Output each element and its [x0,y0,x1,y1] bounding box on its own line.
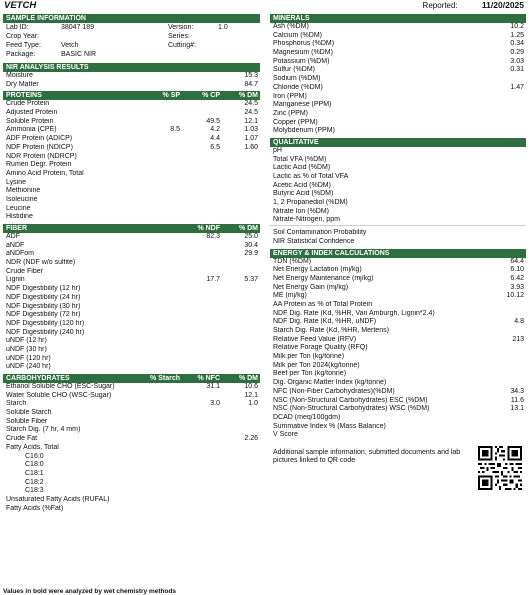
row-label: DCAD (meq/100gdm) [273,413,341,421]
row-value-dm: 6.42 [510,274,524,282]
table-row [3,213,260,222]
row-label: Potassium (%DM) [273,57,330,65]
row-label: Amino Acid Protein, Total [6,169,84,177]
row-label: Relative Feed Value (RFV) [273,335,357,343]
row-label: Milk per Ton 2024(kg/tonne) [273,361,360,369]
row-value-dm: 1.0 [248,400,258,408]
row-value-cp: 4.2 [210,126,220,134]
row-label: Dry Matter [6,80,39,88]
row-label: ADF [6,233,20,240]
row-value-dm: 12.1 [244,391,258,399]
row-label: uNDF (240 hr) [6,363,51,371]
row-label: NIR Statistical Confidence [273,237,355,245]
table-row [3,479,260,488]
table-row [270,258,526,267]
footnote: Values in bold were analyzed by wet chemistry methods [3,588,177,595]
row-label: C16:0 [25,452,44,460]
row-label: C18:2 [25,478,44,486]
proteins-dm-header: % DM [238,92,258,100]
table-row [3,355,260,364]
table-row [3,144,260,153]
row-value-nfc: 31.1 [206,383,220,390]
table-row [3,383,260,392]
row-label: 1, 2 Propanediol (%DM) [273,199,348,207]
row-value-dm: 0.34 [510,40,524,48]
row-label: aNDFom [6,250,35,258]
row-label: Soil Contamination Probability [273,229,367,237]
row-value-dm: 1.60 [244,143,258,151]
row-label: Butyric Acid (%DM) [273,190,334,198]
energy-header: ENERGY & INDEX CALCULATIONS [270,249,526,258]
row-value-dm: 0.29 [510,49,524,57]
table-row [3,496,260,505]
row-label: Soluble Protein [6,117,54,125]
row-label: Manganese (PPM) [273,101,332,109]
fiber-section [3,224,260,372]
row-label: NDF Digestibility (120 hr) [6,319,85,327]
lab-id-label: Lab ID: [6,24,29,31]
row-label: Summative Index % (Mass Balance) [273,422,386,430]
row-label: Dig. Organic Matter Index (kg/tonne) [273,379,387,387]
row-label: Copper (PPM) [273,118,318,126]
table-row [3,276,260,285]
table-row [270,414,526,423]
row-value-dm: 2.26 [244,435,258,443]
row-label: NSC (Non-Structural Carbohydrates) WSC (%DM) [273,405,430,413]
row-label: Phosphorus (%DM) [273,40,335,48]
row-label: Nitrate-Nitrogen, ppm [273,216,340,224]
table-row [3,233,260,242]
row-label: Crude Protein [6,100,50,108]
row-label: pH [273,146,282,154]
row-label: C18:3 [25,487,44,495]
energy-section [270,249,526,440]
table-row [3,179,260,188]
row-label: Fatty Acids (%Fat) [6,504,64,512]
row-label: Relative Forage Quality (RFQ) [273,344,368,352]
table-row [270,370,526,379]
row-label: Sulfur (%DM) [273,66,316,74]
row-label: NDF Protein (NDICP) [6,143,73,151]
table-row [270,238,526,247]
row-value-dm: 1.25 [510,31,524,39]
row-label: NDF Digestibility (24 hr) [6,293,81,301]
row-label: Water Soluble CHO (WSC-Sugar) [6,391,112,399]
row-label: Acetic Acid (%DM) [273,181,331,189]
table-row [3,153,260,162]
row-label: Lysine [6,178,26,186]
table-row [270,344,526,353]
row-label: Calcium (%DM) [273,31,322,39]
table-row [270,23,526,32]
table-row [3,187,260,196]
sample-info-grid [3,23,260,61]
row-label: Net Energy Gain (mj/kg) [273,283,349,291]
reported-label: Reported: [422,1,458,10]
table-row [270,127,526,136]
table-row [270,405,526,414]
row-label: Starch Dig. Rate (Kd, %HR, Mertens) [273,327,389,334]
row-label: Adjusted Protein [6,109,58,117]
row-value-dm: 34.3 [510,387,524,395]
table-row [3,311,260,320]
table-row [3,259,260,268]
table-row [270,397,526,406]
table-row [270,93,526,102]
row-label: Soluble Starch [6,409,52,417]
table-row [3,418,260,427]
table-row [270,119,526,128]
additional-info [270,446,526,494]
row-label: Lactic as % of Total VFA [273,173,349,180]
table-row [270,164,526,173]
table-row [270,336,526,345]
row-value-dm: 0.31 [510,66,524,74]
row-value-dm: 64.4 [510,257,524,265]
table-row [3,392,260,401]
row-label: Magnesium (%DM) [273,49,333,57]
table-row [270,216,526,225]
qr-code-icon[interactable] [478,446,522,490]
table-row [270,75,526,84]
table-row [3,453,260,462]
table-row [270,110,526,119]
row-value-dm: 25.0 [244,233,258,240]
table-row [3,72,260,81]
feed-type-label: Feed Type: [6,42,41,49]
table-row [270,58,526,67]
row-label: Rumen Degr. Protein [6,161,72,169]
row-value-dm: 1.47 [510,83,524,91]
row-label: Lignin [6,276,25,284]
row-label: C18:0 [25,461,44,469]
minerals-section [270,14,526,136]
row-label: Iron (PPM) [273,92,307,100]
table-row [270,379,526,388]
row-value-ndf: 82.3 [206,233,220,240]
row-label: Ash (%DM) [273,23,309,30]
row-label: Moisture [6,72,33,79]
table-row [3,487,260,496]
table-row [3,329,260,338]
row-value-dm: 84.7 [244,80,258,88]
cutting-label: Cutting#: [168,42,197,49]
table-row [3,363,260,372]
row-label: Chloride (%DM) [273,83,323,91]
row-label: Lactic Acid (%DM) [273,164,331,172]
table-row [3,126,260,135]
row-label: Nitrate Ion (%DM) [273,207,330,215]
report-title: VETCH [4,0,37,11]
row-label: Crude Fiber [6,267,43,275]
proteins-sp-header: % SP [162,92,180,100]
proteins-section [3,91,260,222]
table-row [270,182,526,191]
table-row [3,268,260,277]
table-row [3,109,260,118]
row-value-dm: 13.1 [510,405,524,413]
row-label: Starch [6,400,27,408]
feed-type-value: Vetch [61,42,79,49]
row-value-cp: 6.5 [210,143,220,151]
table-row [270,275,526,284]
table-row [270,173,526,182]
table-row [270,208,526,217]
table-row [3,320,260,329]
table-row [270,156,526,165]
row-label: Crude Fat [6,435,38,443]
table-row [3,294,260,303]
row-label: Total VFA (%DM) [273,155,327,163]
table-row [270,310,526,319]
sample-info-section [3,14,260,61]
row-value-dm: 24.5 [244,100,258,108]
table-row [270,84,526,93]
table-row [3,470,260,479]
row-label: Histidine [6,213,33,221]
row-value-dm: 5.37 [244,276,258,284]
package-label: Package: [6,51,36,58]
fiber-ndf-header: % NDF [197,225,220,232]
table-row [3,81,260,90]
table-row [3,135,260,144]
table-row [3,118,260,127]
row-value-dm: 11.6 [510,396,524,404]
carbs-starch-header: % Starch [150,375,180,382]
row-value-dm: 15.3 [244,72,258,79]
row-label: Isoleucine [6,195,38,203]
table-row [270,32,526,41]
table-row [270,318,526,327]
nir-section [3,63,260,89]
row-label: AA Protein as % of Total Protein [273,300,373,308]
fiber-header: FIBER % NDF % DM [3,224,260,233]
table-row [3,426,260,435]
table-row [270,353,526,362]
fiber-dm-header: % DM [238,225,258,232]
table-row [3,161,260,170]
table-row [270,101,526,110]
carbs-dm-header: % DM [238,375,258,382]
row-label: Sodium (%DM) [273,75,321,83]
row-label: C18:1 [25,469,44,477]
table-row [270,388,526,397]
row-label: Soluble Fiber [6,417,48,425]
table-row [3,250,260,259]
table-row [270,431,526,440]
row-label: Beef per Ton (kg/tonne) [273,370,347,378]
row-value-dm: 24.5 [244,109,258,117]
reported-date-value: 11/20/2025 [481,0,524,10]
row-label: uNDF (120 hr) [6,354,51,362]
version-value: 1.0 [218,24,228,31]
table-row [3,346,260,355]
row-label: Ammonia (CPE) [6,126,57,134]
row-label: uNDF (30 hr) [6,345,47,353]
minerals-header: MINERALS [270,14,526,23]
proteins-cp-header: % CP [202,92,220,100]
table-row [3,196,260,205]
table-row [3,444,260,453]
table-row [270,266,526,275]
row-value-dm: 1.03 [244,126,258,134]
table-row [3,337,260,346]
row-value-dm: 3.03 [510,57,524,65]
table-row [270,229,526,238]
row-label: ADF Protein (ADICP) [6,135,73,143]
row-value-cp: 4.4 [210,135,220,143]
table-row [270,147,526,156]
row-value-dm: 10.6 [244,383,258,390]
row-value-dm: 1.07 [244,135,258,143]
carbs-header: CARBOHYDRATES % Starch % NFC % DM [3,374,260,383]
table-row [270,199,526,208]
row-value-dm: 4.8 [514,318,524,326]
row-label: Fatty Acids, Total [6,443,59,451]
table-row [270,292,526,301]
row-label: NSC (Non-Structural Carbohydrates) ESC (%DM) [273,396,428,404]
right-column [270,14,526,494]
row-label: NFC (Non-Fiber Carbohydrates)(%DM) [273,387,395,395]
row-value-nfc: 3.0 [210,400,220,408]
sample-info-header: SAMPLE INFORMATION [3,14,260,23]
additional-info-text: Additional sample information, submitted documents and lab pictures linked to QR code [273,448,461,465]
row-label: Zinc (PPM) [273,109,308,117]
row-value-dm: 29.9 [244,250,258,258]
table-row [270,327,526,336]
crop-year-label: Crop Year: [6,33,40,40]
table-row [3,435,260,444]
table-row [270,66,526,75]
row-value-dm: 3.93 [510,283,524,291]
table-row [270,362,526,371]
table-row [270,190,526,199]
table-row [270,49,526,58]
row-label: ME (mj/kg) [273,292,307,300]
row-label: V Score [273,431,298,439]
table-row [3,461,260,470]
carbs-nfc-header: % NFC [197,375,220,382]
table-row [3,242,260,251]
row-label: NDF Digestibility (240 hr) [6,328,85,336]
version-label: Version: [168,24,194,31]
row-label: NDF Dig. Rate (Kd, %HR, uNDF) [273,318,377,326]
table-row [3,505,260,514]
table-row [3,400,260,409]
row-label: Ethanol Soluble CHO (ESC-Sugar) [6,383,115,390]
row-label: Leucine [6,204,31,212]
table-row [270,40,526,49]
row-value-dm: 6.10 [510,266,524,274]
row-label: Starch Dig. (7 hr, 4 mm) [6,426,81,434]
table-row [3,285,260,294]
series-label: Series: [168,33,190,40]
row-label: NDF Digestibility (72 hr) [6,311,81,319]
package-value: BASIC NIR [61,51,97,58]
table-row [3,303,260,312]
table-row [3,170,260,179]
row-value-cp: 49.5 [206,117,220,125]
table-row [3,409,260,418]
lab-id-value: 38047 189 [61,24,95,31]
nir-header: NIR ANALYSIS RESULTS [3,63,260,72]
qualitative-header: QUALITATIVE [270,138,526,147]
row-label: Milk per Ton (kg/tonne) [273,353,345,361]
row-label: uNDF (12 hr) [6,337,47,345]
row-value-dm: 10.2 [510,23,524,30]
row-label: Methionine [6,187,41,195]
left-column [3,14,260,515]
proteins-header: PROTEINS % SP % CP % DM [3,91,260,100]
carbs-section [3,374,260,513]
row-label: NDR Protein (NDRCP) [6,152,77,160]
row-label: Net Energy Lactation (mj/kg) [273,266,362,274]
row-label: aNDF [6,241,25,249]
row-label: Unsaturated Fatty Acids (RUFAL) [6,495,110,503]
table-row [3,205,260,214]
row-value-dm: 30.4 [244,241,258,249]
row-value-dm: 12.1 [244,117,258,125]
table-row [270,284,526,293]
row-label: Net Energy Maintenance (mj/kg) [273,274,374,282]
qualitative-section [270,138,526,247]
row-label: NDF Dig. Rate (Kd, %HR, Van Amburgh, Lignin*2.4) [273,309,435,317]
reported-date [423,0,524,10]
table-row [270,423,526,432]
row-label: NDR (NDF w/o sulfite) [6,259,76,267]
row-value-ndf: 17.7 [206,276,220,284]
row-label: Molybdenum (PPM) [273,127,335,135]
row-label: NDF Digestibility (30 hr) [6,302,81,310]
row-label: TDN (%DM) [273,257,312,265]
row-value-sp: 8.5 [170,126,180,134]
table-row [270,301,526,310]
row-value-dm: 213 [512,335,524,343]
table-row [3,100,260,109]
row-value-dm: 10.12 [506,292,524,300]
row-label: NDF Digestibility (12 hr) [6,285,81,293]
